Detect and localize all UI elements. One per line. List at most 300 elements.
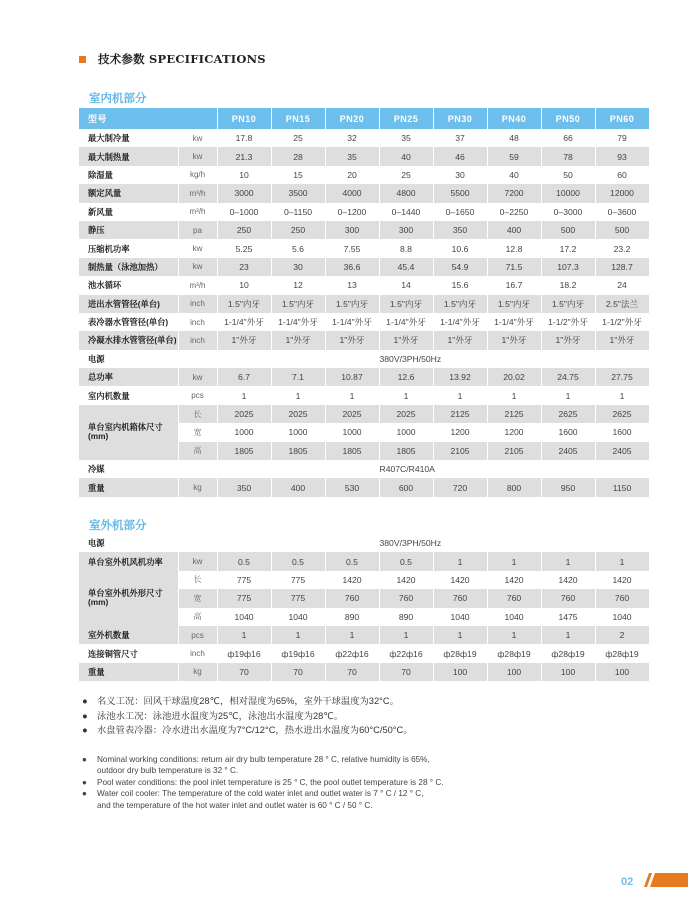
table-row [79, 239, 649, 257]
row-unit: kw [178, 258, 217, 276]
cell-value: 0–3600 [595, 203, 649, 221]
cell-value: 78 [541, 147, 595, 165]
outdoor-spec-table [79, 534, 650, 681]
cell-value: 775 [217, 571, 271, 589]
row-label: 室外机数量 [79, 626, 178, 644]
model-header: PN30 [433, 108, 487, 129]
row-unit: kw [178, 552, 217, 570]
cell-value: 250 [271, 221, 325, 239]
table-row [79, 295, 649, 313]
row-label: 进出水管管径(单台) [79, 295, 178, 313]
cell-value: 35 [379, 129, 433, 147]
cell-value: 2 [595, 626, 649, 644]
cell-value: 0–1650 [433, 203, 487, 221]
cell-value: 71.5 [487, 258, 541, 276]
cell-value: 60 [595, 166, 649, 184]
cell-value: 2405 [541, 442, 595, 460]
row-label: 新风量 [79, 203, 178, 221]
cell-value: 1-1/4"外牙 [433, 313, 487, 331]
page-number: 02 [621, 876, 634, 888]
row-value: 380V/3PH/50Hz [379, 534, 649, 552]
cell-value: 4000 [325, 184, 379, 202]
cell-value: 1"外牙 [541, 331, 595, 349]
spacer-cell [217, 350, 379, 368]
cell-value: 1040 [271, 608, 325, 626]
dimension-label-line1: 单台室内机箱体尺寸 [88, 421, 163, 432]
cell-value: 2625 [595, 405, 649, 423]
cell-value: 70 [271, 663, 325, 681]
row-unit: kw [178, 239, 217, 257]
row-unit: kw [178, 129, 217, 147]
cell-value: 760 [433, 589, 487, 607]
row-unit: pcs [178, 626, 217, 644]
cell-value: 14 [379, 276, 433, 294]
row-unit: inch [178, 313, 217, 331]
cell-value: 46 [433, 147, 487, 165]
cell-value: 10.87 [325, 368, 379, 386]
cell-value: 0–1000 [217, 203, 271, 221]
table-row [79, 221, 649, 239]
cell-value: 2405 [595, 442, 649, 460]
cell-value: 2025 [271, 405, 325, 423]
cell-value: 1"外牙 [433, 331, 487, 349]
cell-value: 8.8 [379, 239, 433, 257]
notes-chinese [82, 694, 413, 738]
bullet-icon: ● [82, 710, 88, 721]
cell-value: 1150 [595, 478, 649, 496]
row-label: 最大制冷量 [79, 129, 178, 147]
cell-value: 1805 [325, 442, 379, 460]
cell-value: 1420 [487, 571, 541, 589]
cell-value: ф22ф16 [325, 644, 379, 662]
footer-stripe-decoration [640, 873, 688, 887]
stripe-thick [650, 873, 688, 887]
row-unit: m³/h [178, 203, 217, 221]
row-label: 最大制热量 [79, 147, 178, 165]
cell-value: 6.7 [217, 368, 271, 386]
cell-value: 1420 [433, 571, 487, 589]
cell-value: 48 [487, 129, 541, 147]
cell-value: 1 [487, 386, 541, 404]
row-unit: inch [178, 331, 217, 349]
cell-value: 15 [271, 166, 325, 184]
dimension-sub-label: 长 [178, 571, 217, 589]
table-row [79, 626, 649, 644]
cell-value: 1805 [217, 442, 271, 460]
cell-value: 10 [217, 276, 271, 294]
cell-value: 890 [379, 608, 433, 626]
cell-value: 20 [325, 166, 379, 184]
cell-value: 0.5 [217, 552, 271, 570]
note-en-item: ● Nominal working conditions: return air dry bulb temperature 28 ° C, relative humidity is 65%, outdoor dry bulb temperature is 32 ° C. [82, 755, 430, 776]
note-cn-item: ● 泳池水工况：泳池进水温度为25℃，泳池出水温度为28℃。 [82, 709, 413, 724]
table-row [79, 166, 649, 184]
cell-value: 23.2 [595, 239, 649, 257]
table-row span [79, 534, 649, 552]
bullet-icon: ● [82, 777, 87, 787]
spacer-cell [178, 534, 217, 552]
bullet-icon: ● [82, 725, 88, 735]
model-header: PN60 [595, 108, 649, 129]
cell-value: 1.5"内牙 [433, 295, 487, 313]
cell-value: 100 [487, 663, 541, 681]
cell-value: 500 [595, 221, 649, 239]
cell-value: 7.55 [325, 239, 379, 257]
cell-value: 12000 [595, 184, 649, 202]
cell-value: 775 [271, 589, 325, 607]
row-unit: kg [178, 478, 217, 496]
cell-value: 1420 [325, 571, 379, 589]
cell-value: 950 [541, 478, 595, 496]
spacer-cell [217, 534, 379, 552]
cell-value: 5.6 [271, 239, 325, 257]
cell-value: 1"外牙 [595, 331, 649, 349]
cell-value: 1-1/2"外牙 [541, 313, 595, 331]
dimension-label-line1: 单台室外机外形尺寸 [88, 587, 163, 598]
table-row span [79, 460, 649, 478]
cell-value: 10.6 [433, 239, 487, 257]
bullet-icon: ● [82, 696, 88, 706]
cell-value: 300 [325, 221, 379, 239]
cell-value: 800 [487, 478, 541, 496]
note-en-item: ● Pool water conditions: the pool inlet temperature is 25 ° C, the pool outlet temperature is 28 ° C. [82, 777, 444, 787]
bullet-icon: ● [82, 789, 87, 799]
cell-value: 36.6 [325, 258, 379, 276]
cell-value: 1 [595, 552, 649, 570]
cell-value: 1420 [595, 571, 649, 589]
cell-value: 0–3000 [541, 203, 595, 221]
dimension-label [79, 405, 178, 460]
cell-value: 1000 [271, 423, 325, 441]
cell-value: 0.5 [325, 552, 379, 570]
row-label: 电源 [79, 350, 178, 368]
cell-value: ф28ф19 [595, 644, 649, 662]
cell-value: 350 [217, 478, 271, 496]
table-row [79, 258, 649, 276]
cell-value: 1000 [379, 423, 433, 441]
cell-value: 28 [271, 147, 325, 165]
cell-value: 40 [379, 147, 433, 165]
cell-value: ф28ф19 [433, 644, 487, 662]
table-row [79, 386, 649, 404]
cell-value: 0–1200 [325, 203, 379, 221]
cell-value: 17.2 [541, 239, 595, 257]
cell-value: 18.2 [541, 276, 595, 294]
cell-value: 2.5"法兰 [595, 295, 649, 313]
cell-value: 1 [379, 626, 433, 644]
cell-value: 1"外牙 [379, 331, 433, 349]
table-row [79, 368, 649, 386]
cell-value: 35 [325, 147, 379, 165]
cell-value: 2025 [217, 405, 271, 423]
cell-value: 1.5"内牙 [487, 295, 541, 313]
row-label: 室内机数量 [79, 386, 178, 404]
cell-value: 1.5"内牙 [271, 295, 325, 313]
row-unit: kg/h [178, 166, 217, 184]
cell-value: 760 [487, 589, 541, 607]
cell-value: 45.4 [379, 258, 433, 276]
note-cn-item: ● 水盘管表冷器：冷水进出水温度为7°C/12°C，热水进出水温度为60°C/50°C。 [82, 723, 413, 738]
row-label: 冷媒 [79, 460, 178, 478]
table-row [79, 147, 649, 165]
cell-value: 1 [217, 626, 271, 644]
dimension-sub-label: 宽 [178, 589, 217, 607]
row-label: 池水循环 [79, 276, 178, 294]
cell-value: 775 [271, 571, 325, 589]
table-row [79, 331, 649, 349]
cell-value: 1040 [433, 608, 487, 626]
row-unit: pa [178, 221, 217, 239]
cell-value: ф28ф19 [487, 644, 541, 662]
cell-value: 21.3 [217, 147, 271, 165]
cell-value: 1200 [487, 423, 541, 441]
row-label: 压缩机功率 [79, 239, 178, 257]
table-row [79, 184, 649, 202]
cell-value: 1"外牙 [325, 331, 379, 349]
cell-value: 1200 [433, 423, 487, 441]
cell-value: 760 [541, 589, 595, 607]
cell-value: ф28ф19 [541, 644, 595, 662]
cell-value: 59 [487, 147, 541, 165]
cell-value: 23 [217, 258, 271, 276]
row-unit: kw [178, 368, 217, 386]
cell-value: 50 [541, 166, 595, 184]
row-label: 除湿量 [79, 166, 178, 184]
outdoor-section-title: 室外机部分 [89, 520, 147, 532]
cell-value: ф19ф16 [271, 644, 325, 662]
cell-value: 1000 [325, 423, 379, 441]
cell-value: 1 [271, 626, 325, 644]
cell-value: 7.1 [271, 368, 325, 386]
cell-value: 12.6 [379, 368, 433, 386]
cell-value: 25 [379, 166, 433, 184]
cell-value: 37 [433, 129, 487, 147]
bullet-icon: ● [82, 755, 87, 764]
cell-value: 5500 [433, 184, 487, 202]
cell-value: 79 [595, 129, 649, 147]
cell-value: 13.92 [433, 368, 487, 386]
cell-value: 1 [217, 386, 271, 404]
cell-value: 775 [217, 589, 271, 607]
cell-value: 400 [487, 221, 541, 239]
row-label: 表冷器水管管径(单台) [79, 313, 178, 331]
row-unit: kw [178, 147, 217, 165]
cell-value: 250 [217, 221, 271, 239]
dimension-sub-label: 宽 [178, 423, 217, 441]
cell-value: 1805 [379, 442, 433, 460]
cell-value: 54.9 [433, 258, 487, 276]
cell-value: 350 [433, 221, 487, 239]
row-label: 单台室外机风机功率 [79, 552, 178, 570]
cell-value: 1.5"内牙 [379, 295, 433, 313]
dimension-label-line2: (mm) [88, 597, 109, 608]
cell-value: 4800 [379, 184, 433, 202]
table-row [79, 129, 649, 147]
cell-value: 66 [541, 129, 595, 147]
cell-value: 2025 [379, 405, 433, 423]
model-header: PN25 [379, 108, 433, 129]
cell-value: 2105 [487, 442, 541, 460]
cell-value: 1 [595, 386, 649, 404]
cell-value: ф22ф16 [379, 644, 433, 662]
cell-value: 70 [379, 663, 433, 681]
cell-value: 1600 [595, 423, 649, 441]
cell-value: 0.5 [379, 552, 433, 570]
table-row span [79, 350, 649, 368]
cell-value: 1-1/4"外牙 [487, 313, 541, 331]
cell-value: 15.6 [433, 276, 487, 294]
cell-value: 300 [379, 221, 433, 239]
table-row [79, 203, 649, 221]
cell-value: 1475 [541, 608, 595, 626]
header-label: 型号 [79, 108, 217, 129]
cell-value: 2025 [325, 405, 379, 423]
table-row [79, 276, 649, 294]
cell-value: 10000 [541, 184, 595, 202]
cell-value: 1-1/2"外牙 [595, 313, 649, 331]
cell-value: 24.75 [541, 368, 595, 386]
page-heading [79, 51, 266, 67]
cell-value: 7200 [487, 184, 541, 202]
cell-value: 2105 [433, 442, 487, 460]
table-row [79, 571, 649, 589]
cell-value: 1"外牙 [487, 331, 541, 349]
cell-value: 40 [487, 166, 541, 184]
cell-value: 100 [541, 663, 595, 681]
heading-title: 技术参数 SPECIFICATIONS [98, 52, 266, 66]
spacer-cell [217, 460, 379, 478]
cell-value: 0.5 [271, 552, 325, 570]
table-row [79, 663, 649, 681]
cell-value: 1 [433, 386, 487, 404]
cell-value: 760 [379, 589, 433, 607]
cell-value: 70 [325, 663, 379, 681]
cell-value: 600 [379, 478, 433, 496]
cell-value: 2625 [541, 405, 595, 423]
cell-value: 16.7 [487, 276, 541, 294]
table-row [79, 644, 649, 662]
spacer-cell [178, 460, 217, 478]
cell-value: 1040 [487, 608, 541, 626]
row-label: 总功率 [79, 368, 178, 386]
cell-value: 1 [271, 386, 325, 404]
notes-english [82, 754, 444, 811]
cell-value: 1.5"内牙 [217, 295, 271, 313]
cell-value: 1-1/4"外牙 [217, 313, 271, 331]
model-header: PN10 [217, 108, 271, 129]
cell-value: ф19ф16 [217, 644, 271, 662]
cell-value: 1"外牙 [271, 331, 325, 349]
dimension-label [79, 571, 178, 626]
table-row [79, 313, 649, 331]
cell-value: 1 [487, 552, 541, 570]
row-unit: pcs [178, 386, 217, 404]
cell-value: 12.8 [487, 239, 541, 257]
dimension-label-line2: (mm) [88, 431, 109, 442]
cell-value: 1 [541, 386, 595, 404]
cell-value: 13 [325, 276, 379, 294]
cell-value: 1-1/4"外牙 [325, 313, 379, 331]
cell-value: 1 [379, 386, 433, 404]
cell-value: 1.5"内牙 [541, 295, 595, 313]
cell-value: 27.75 [595, 368, 649, 386]
row-label: 冷凝水排水管管径(单台) [79, 331, 178, 349]
model-header: PN20 [325, 108, 379, 129]
table-header-row [79, 108, 649, 129]
spacer-cell [178, 350, 217, 368]
cell-value: 12 [271, 276, 325, 294]
row-label: 制热量（泳池加热） [79, 258, 178, 276]
indoor-spec-table [79, 108, 650, 497]
cell-value: 1 [325, 386, 379, 404]
row-label: 电源 [79, 534, 178, 552]
cell-value: 1-1/4"外牙 [379, 313, 433, 331]
cell-value: 5.25 [217, 239, 271, 257]
cell-value: 20.02 [487, 368, 541, 386]
cell-value: 24 [595, 276, 649, 294]
cell-value: 1420 [541, 571, 595, 589]
cell-value: 10 [217, 166, 271, 184]
cell-value: 1-1/4"外牙 [271, 313, 325, 331]
row-label: 连接铜管尺寸 [79, 644, 178, 662]
indoor-section-title: 室内机部分 [89, 93, 147, 105]
row-label: 重量 [79, 478, 178, 496]
row-unit: inch [178, 644, 217, 662]
cell-value: 0–1440 [379, 203, 433, 221]
row-value: 380V/3PH/50Hz [379, 350, 649, 368]
model-header: PN50 [541, 108, 595, 129]
cell-value: 1420 [379, 571, 433, 589]
cell-value: 400 [271, 478, 325, 496]
cell-value: 1"外牙 [217, 331, 271, 349]
dimension-sub-label: 长 [178, 405, 217, 423]
cell-value: 100 [433, 663, 487, 681]
cell-value: 107.3 [541, 258, 595, 276]
cell-value: 100 [595, 663, 649, 681]
cell-value: 93 [595, 147, 649, 165]
cell-value: 128.7 [595, 258, 649, 276]
table-row [79, 478, 649, 496]
row-unit: m³/h [178, 184, 217, 202]
cell-value: 1 [487, 626, 541, 644]
row-unit: kg [178, 663, 217, 681]
cell-value: 500 [541, 221, 595, 239]
cell-value: 760 [595, 589, 649, 607]
cell-value: 70 [217, 663, 271, 681]
table-row [79, 552, 649, 570]
cell-value: 760 [325, 589, 379, 607]
cell-value: 1 [433, 552, 487, 570]
model-header: PN40 [487, 108, 541, 129]
cell-value: 30 [271, 258, 325, 276]
cell-value: 3500 [271, 184, 325, 202]
note-en-item: ● Water coil cooler: The temperature of the cold water inlet and outlet water is 7 ° C / 12 ° C, and the temperature of the hot water inlet and outlet water is 60 ° C / 50 ° C. [82, 789, 424, 810]
cell-value: 1805 [271, 442, 325, 460]
cell-value: 17.8 [217, 129, 271, 147]
model-header: PN15 [271, 108, 325, 129]
cell-value: 1000 [217, 423, 271, 441]
row-label: 额定风量 [79, 184, 178, 202]
row-unit: inch [178, 295, 217, 313]
cell-value: 25 [271, 129, 325, 147]
cell-value: 0–1150 [271, 203, 325, 221]
cell-value: 1 [541, 552, 595, 570]
row-label: 静压 [79, 221, 178, 239]
cell-value: 1040 [217, 608, 271, 626]
cell-value: 1600 [541, 423, 595, 441]
note-cn-item: ● 名义工况：回风干球温度28℃，相对湿度为65%，室外干球温度为32°C。 [82, 694, 413, 709]
cell-value: 1 [325, 626, 379, 644]
